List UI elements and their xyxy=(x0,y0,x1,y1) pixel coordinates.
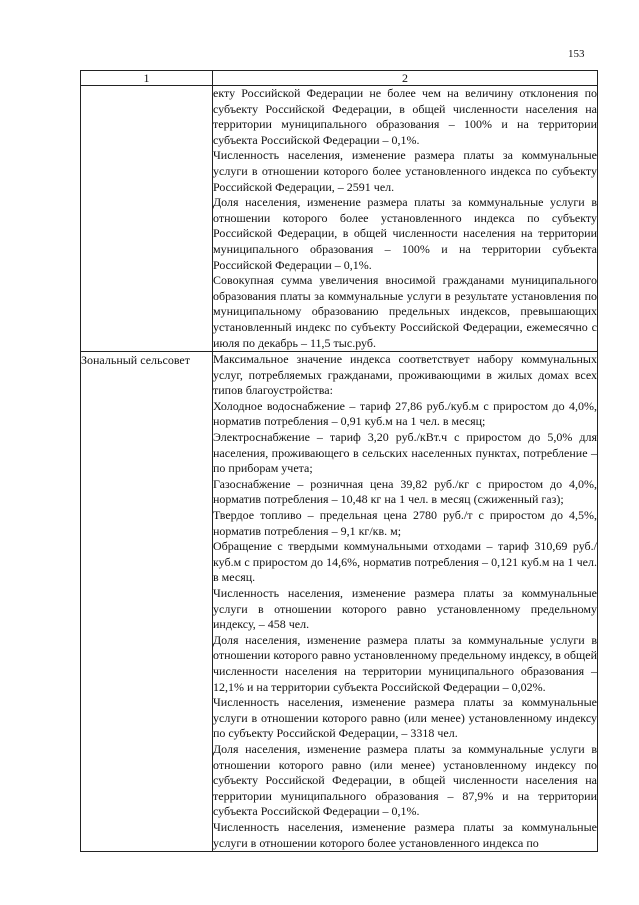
column-header-2: 2 xyxy=(213,71,598,86)
paragraph: екту Российской Федерации не более чем на величину отклонения по субъекту Российской Федерации, в общей численности населения на территории муниципального образования – 100% и на территории субъекта Российской Федерации – 0,1%. xyxy=(213,86,597,147)
table-header-row xyxy=(81,71,598,86)
paragraph: Численность населения, изменение размера платы за коммунальные услуги в отношении которого равно (или менее) установленному индексу по субъекту Российской Федерации, – 3318 чел. xyxy=(213,695,597,741)
paragraph: Численность населения, изменение размера платы за коммунальные услуги в отношении которого более установленного индекса по xyxy=(213,819,597,850)
paragraph: Газоснабжение – розничная цена 39,82 руб./кг с приростом до 4,0%, норматив потребления – 10,48 кг на 1 чел. в месяц (сжиженный газ); xyxy=(213,476,597,507)
description-cell xyxy=(213,86,598,352)
paragraph: Холодное водоснабжение – тариф 27,86 руб./куб.м с приростом до 4,0%, норматив потребления – 0,91 куб.м на 1 чел. в месяц; xyxy=(213,398,597,429)
column-header-1: 1 xyxy=(81,71,213,86)
municipality-cell xyxy=(81,86,213,352)
paragraph: Электроснабжение – тариф 3,20 руб./кВт.ч с приростом до 5,0% для населения, проживающего в сельских населенных пунктах, потребление – по приборам учета; xyxy=(213,430,597,476)
table-row xyxy=(81,352,598,852)
paragraph: Доля населения, изменение размера платы за коммунальные услуги в отношении которого равно (или менее) установленному индексу по субъекту Российской Федерации, в общей численности населения на территории муниципального образования – 87,9% и на территории субъекта Российской Федерации – 0,1%. xyxy=(213,741,597,819)
table-row xyxy=(81,86,598,352)
paragraph: Обращение с твердыми коммунальными отходами – тариф 310,69 руб./куб.м с приростом до 14,6%, норматив потребления – 0,121 куб.м на 1 чел. в месяц. xyxy=(213,539,597,585)
page-number: 153 xyxy=(568,48,585,60)
paragraph: Численность населения, изменение размера платы за коммунальные услуги в отношении которого более установленного индекса по субъекту Российской Федерации, – 2591 чел. xyxy=(213,148,597,194)
description-cell xyxy=(213,352,598,852)
paragraph: Совокупная сумма увеличения вносимой гражданами муниципального образования платы за коммунальные услуги в результате установления по муниципальному образованию предельных индексов, превышающих установленный индекс по субъекту Российской Федерации, ежемесячно с июля по декабрь – 11,5 тыс.руб. xyxy=(213,273,597,350)
paragraph: Доля населения, изменение размера платы за коммунальные услуги в отношении которого равно установленному предельному индексу, в общей численности населения на территории муниципального образования – 12,1% и на территории субъекта Российской Федерации – 0,02%. xyxy=(213,632,597,694)
municipality-cell: Зональный сельсовет xyxy=(81,352,213,852)
paragraph: Доля населения, изменение размера платы за коммунальные услуги в отношении которого более установленного индекса по субъекту Российской Федерации, в общей численности населения на территории муниципального образования – 100% и на территории субъекта Российской Федерации – 0,1%. xyxy=(213,195,597,272)
paragraph: Численность населения, изменение размера платы за коммунальные услуги в отношении которого равно установленному предельному индексу, – 458 чел. xyxy=(213,586,597,632)
paragraph: Твердое топливо – предельная цена 2780 руб./т с приростом до 4,5%, норматив потребления – 9,1 кг/кв. м; xyxy=(213,508,597,538)
document-table xyxy=(80,70,598,852)
paragraph: Максимальное значение индекса соответствует набору коммунальных услуг, потребляемых гражданами, проживающими в жилых домах всех типов благоустройства: xyxy=(213,352,597,398)
